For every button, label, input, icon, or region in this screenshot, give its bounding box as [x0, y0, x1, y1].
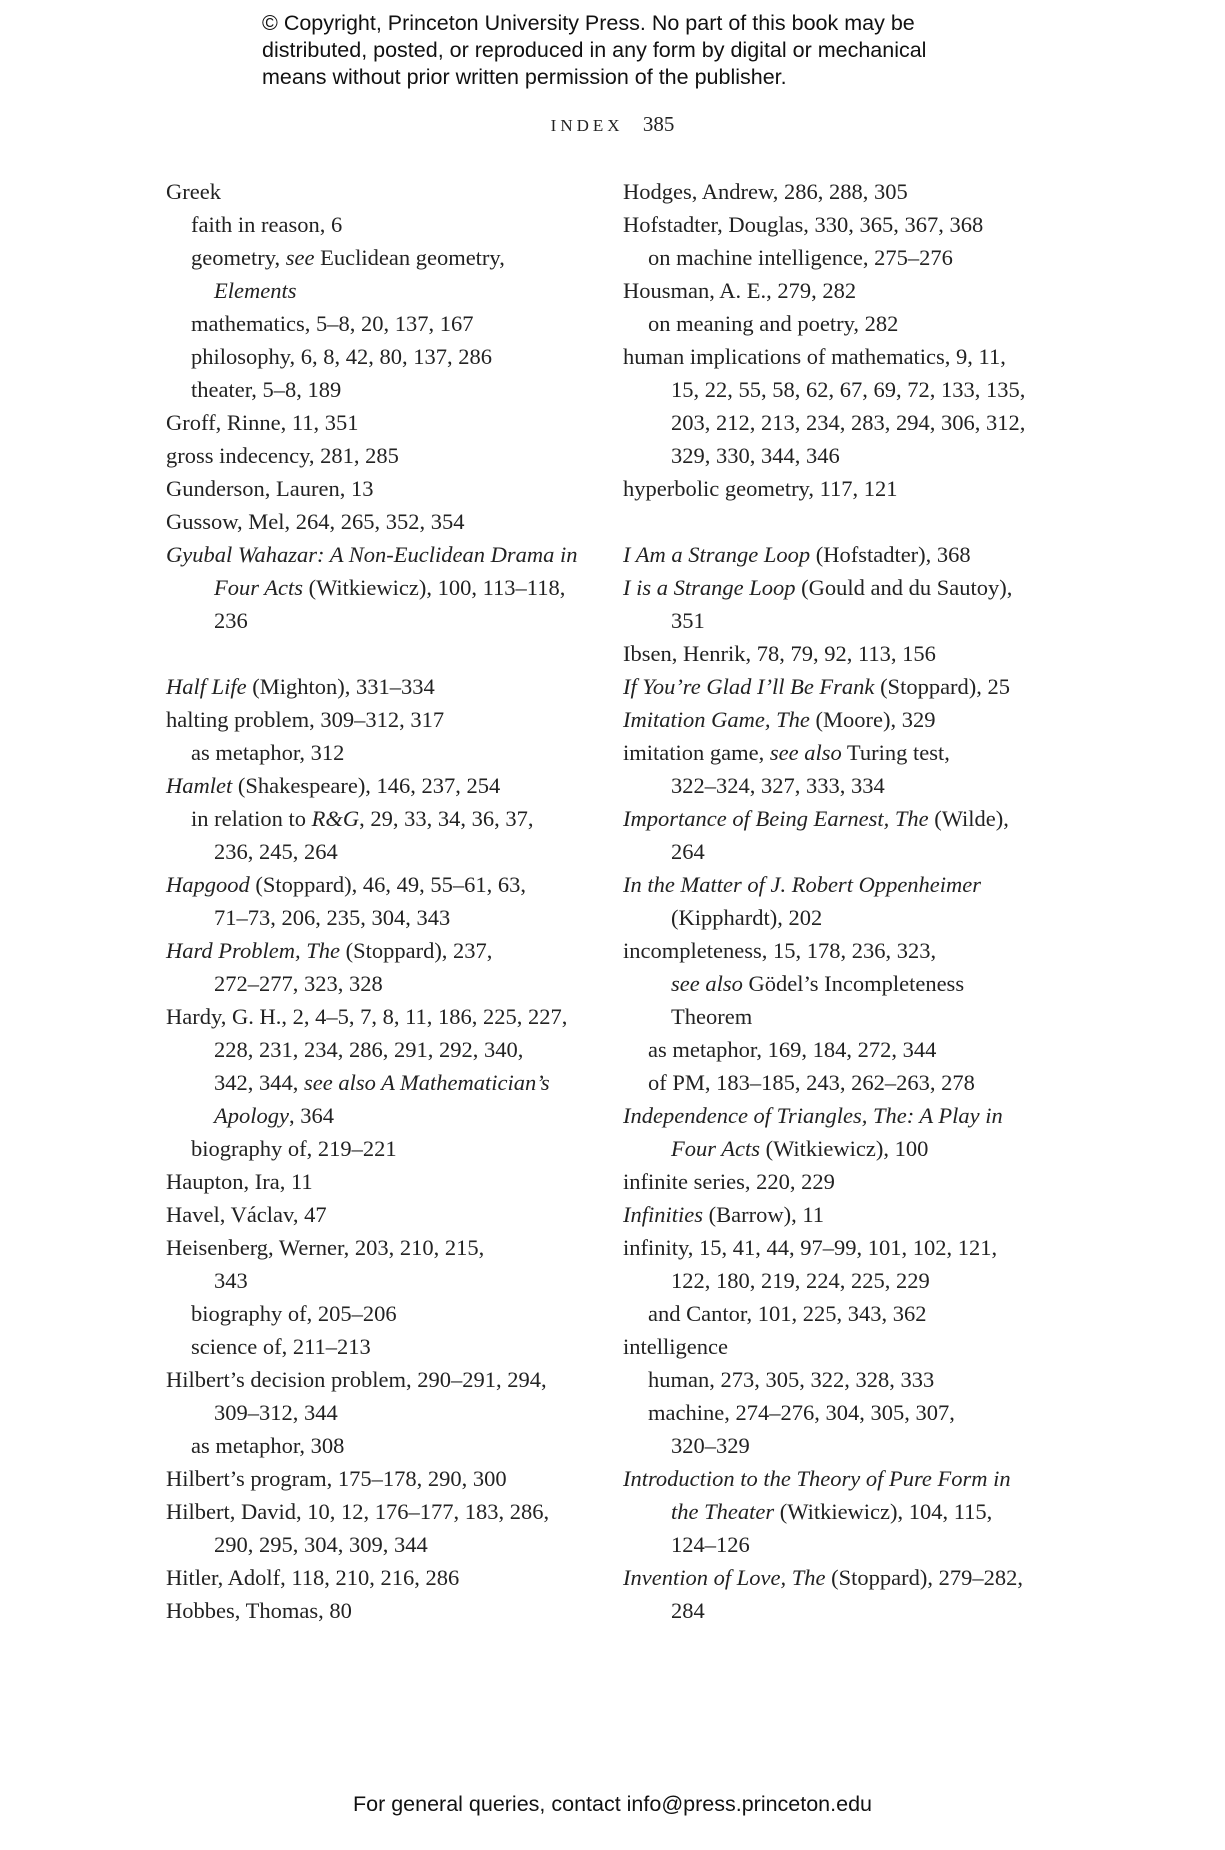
title-text: Importance of Being Earnest, The [623, 806, 929, 831]
entry-text: (Witkiewicz), 100, 113–118, [302, 575, 566, 600]
index-entry [623, 571, 1063, 604]
title-text: Four Acts [214, 575, 303, 600]
entry-text: (Stoppard), 46, 49, 55–61, 63, [249, 872, 526, 897]
index-entry: Introduction to the Theory of Pure Form in [623, 1466, 1011, 1491]
entry-text: (Stoppard), 25 [874, 674, 1011, 699]
index-subentry: mathematics, 5–8, 20, 137, 167 [191, 311, 474, 336]
index-continuation [166, 1066, 606, 1099]
index-continuation: 203, 212, 213, 234, 283, 294, 306, 312, [671, 410, 1026, 435]
index-entry: Hofstadter, Douglas, 330, 365, 367, 368 [623, 212, 984, 237]
index-continuation: 320–329 [671, 1433, 750, 1458]
letter-gap [623, 505, 1063, 538]
index-entry: Housman, A. E., 279, 282 [623, 278, 857, 303]
index-entry: gross indecency, 281, 285 [166, 443, 399, 468]
index-continuation: 264 [671, 839, 705, 864]
index-entry [166, 769, 606, 802]
entry-text: (Gould and du Sautoy), [795, 575, 1013, 600]
entry-text: (Mighton), 331–334 [246, 674, 435, 699]
cross-reference: see also [671, 971, 743, 996]
index-subentry: as metaphor, 169, 184, 272, 344 [648, 1037, 937, 1062]
index-entry: halting problem, 309–312, 317 [166, 707, 445, 732]
index-continuation [166, 571, 606, 604]
entry-text: Euclidean geometry, [314, 245, 505, 270]
entry-text: (Moore), 329 [809, 707, 936, 732]
entry-text: (Barrow), 11 [703, 1202, 825, 1227]
index-entry [166, 670, 606, 703]
index-entry: Hodges, Andrew, 286, 288, 305 [623, 179, 908, 204]
index-continuation: 343 [214, 1268, 248, 1293]
index-subentry: biography of, 219–221 [191, 1136, 397, 1161]
index-subentry [166, 241, 606, 274]
index-subentry: faith in reason, 6 [191, 212, 343, 237]
index-entry [623, 1561, 1063, 1594]
index-entry: Hilbert, David, 10, 12, 176–177, 183, 286, [166, 1499, 550, 1524]
index-entry: human implications of mathematics, 9, 11, [623, 344, 1006, 369]
copyright-line: © Copyright, Princeton University Press. No part of this book may be [262, 11, 915, 35]
index-continuation: 284 [671, 1598, 705, 1623]
index-continuation [623, 967, 1063, 1000]
index-entry: Independence of Triangles, The: A Play in [623, 1103, 1003, 1128]
index-subentry: machine, 274–276, 304, 305, 307, [648, 1400, 955, 1425]
index-subentry: philosophy, 6, 8, 42, 80, 137, 286 [191, 344, 493, 369]
index-continuation [623, 1495, 1063, 1528]
index-continuation: 322–324, 327, 333, 334 [671, 773, 885, 798]
index-continuation: 309–312, 344 [214, 1400, 338, 1425]
index-entry: Havel, Václav, 47 [166, 1202, 327, 1227]
entry-text: imitation game, [623, 740, 770, 765]
title-text: If You’re Glad I’ll Be Frank [623, 674, 875, 699]
index-subentry: as metaphor, 308 [191, 1433, 345, 1458]
index-continuation: Elements [214, 278, 297, 303]
entry-text: in relation to [191, 806, 312, 831]
index-continuation [623, 1132, 1063, 1165]
title-text: Infinities [623, 1202, 703, 1227]
index-subentry: on meaning and poetry, 282 [648, 311, 899, 336]
index-entry: intelligence [623, 1334, 728, 1359]
title-text: the Theater [671, 1499, 775, 1524]
index-entry: Heisenberg, Werner, 203, 210, 215, [166, 1235, 485, 1260]
index-entry: hyperbolic geometry, 117, 121 [623, 476, 898, 501]
index-entry: incompleteness, 15, 178, 236, 323, [623, 938, 937, 963]
index-entry [166, 934, 606, 967]
index-entry: infinite series, 220, 229 [623, 1169, 835, 1194]
index-entry: Hardy, G. H., 2, 4–5, 7, 8, 11, 186, 225, 227, [166, 1004, 568, 1029]
entry-text: (Witkiewicz), 100 [759, 1136, 929, 1161]
section-label: INDEX [550, 116, 624, 135]
index-subentry: and Cantor, 101, 225, 343, 362 [648, 1301, 927, 1326]
entry-text: (Stoppard), 237, [339, 938, 493, 963]
index-subentry: as metaphor, 312 [191, 740, 345, 765]
index-entry: Hobbes, Thomas, 80 [166, 1598, 352, 1623]
index-entry: Gussow, Mel, 264, 265, 352, 354 [166, 509, 465, 534]
index-entry [623, 736, 1063, 769]
title-text: Apology [214, 1103, 289, 1128]
title-text: Four Acts [671, 1136, 760, 1161]
index-continuation: 236 [214, 608, 248, 633]
index-entry [623, 802, 1063, 835]
index-subentry: on machine intelligence, 275–276 [648, 245, 953, 270]
index-continuation: 122, 180, 219, 224, 225, 229 [671, 1268, 930, 1293]
title-text: Hapgood [166, 872, 250, 897]
entry-text: (Wilde), [928, 806, 1009, 831]
index-continuation: 228, 231, 234, 286, 291, 292, 340, [214, 1037, 524, 1062]
index-subentry: science of, 211–213 [191, 1334, 371, 1359]
title-text: Invention of Love, The [623, 1565, 826, 1590]
index-entry: Gyubal Wahazar: A Non-Euclidean Drama in [166, 542, 578, 567]
copyright-line: means without prior written permission of the publisher. [262, 65, 787, 89]
index-continuation: 71–73, 206, 235, 304, 343 [214, 905, 451, 930]
index-entry [623, 703, 1063, 736]
title-text: I is a Strange Loop [623, 575, 796, 600]
title-text: R&G [311, 806, 360, 831]
index-continuation: (Kipphardt), 202 [671, 905, 823, 930]
cross-reference: see also A Mathematician’s [304, 1070, 550, 1095]
title-text: I Am a Strange Loop [623, 542, 811, 567]
index-entry: infinity, 15, 41, 44, 97–99, 101, 102, 121, [623, 1235, 998, 1260]
footer-contact: For general queries, contact info@press.princeton.edu [352, 1792, 872, 1816]
title-text: Imitation Game, The [623, 707, 810, 732]
entry-text: 342, 344, [214, 1070, 304, 1095]
index-continuation: 329, 330, 344, 346 [671, 443, 840, 468]
index-subentry: human, 273, 305, 322, 328, 333 [648, 1367, 935, 1392]
index-entry: Gunderson, Lauren, 13 [166, 476, 374, 501]
entry-text: Gödel’s Incompleteness [742, 971, 965, 996]
index-continuation: 290, 295, 304, 309, 344 [214, 1532, 428, 1557]
index-continuation: 15, 22, 55, 58, 62, 67, 69, 72, 133, 135, [671, 377, 1026, 402]
index-continuation: 351 [671, 608, 705, 633]
index-entry: In the Matter of J. Robert Oppenheimer [623, 872, 982, 897]
index-entry: Hitler, Adolf, 118, 210, 216, 286 [166, 1565, 460, 1590]
entry-text: (Shakespeare), 146, 237, 254 [232, 773, 501, 798]
entry-text: , 29, 33, 34, 36, 37, [359, 806, 534, 831]
index-entry: Hilbert’s program, 175–178, 290, 300 [166, 1466, 507, 1491]
entry-text: (Witkiewicz), 104, 115, [774, 1499, 993, 1524]
index-subentry: theater, 5–8, 189 [191, 377, 342, 402]
index-continuation: 236, 245, 264 [214, 839, 338, 864]
index-entry: Hilbert’s decision problem, 290–291, 294, [166, 1367, 547, 1392]
cross-reference: see [285, 245, 315, 270]
index-entry: Groff, Rinne, 11, 351 [166, 410, 359, 435]
index-entry: Ibsen, Henrik, 78, 79, 92, 113, 156 [623, 641, 936, 666]
copyright-line: distributed, posted, or reproduced in any form by digital or mechanical [262, 38, 927, 62]
title-text: Hard Problem, The [166, 938, 340, 963]
page-number: 385 [642, 112, 675, 136]
index-entry: Haupton, Ira, 11 [166, 1169, 313, 1194]
index-entry [623, 538, 1063, 571]
index-subentry: of PM, 183–185, 243, 262–263, 278 [648, 1070, 975, 1095]
title-text: Half Life [166, 674, 247, 699]
index-entry: Greek [166, 179, 221, 204]
copyright-notice [262, 10, 1002, 91]
entry-text: (Stoppard), 279–282, [825, 1565, 1023, 1590]
index-continuation: 124–126 [671, 1532, 750, 1557]
entry-text: Turing test, [841, 740, 950, 765]
index-column-right [623, 175, 1063, 1627]
index-entry [623, 670, 1063, 703]
entry-text: , 364 [288, 1103, 334, 1128]
index-entry [166, 868, 606, 901]
title-text: Hamlet [166, 773, 233, 798]
index-entry [623, 1198, 1063, 1231]
index-subentry: biography of, 205–206 [191, 1301, 397, 1326]
entry-text: geometry, [191, 245, 286, 270]
index-continuation: 272–277, 323, 328 [214, 971, 383, 996]
running-head [0, 112, 1225, 137]
cross-reference: see also [769, 740, 842, 765]
index-column-left [166, 175, 606, 1627]
index-continuation: Theorem [671, 1004, 753, 1029]
letter-gap [166, 637, 606, 670]
index-continuation [166, 1099, 606, 1132]
index-subentry [166, 802, 606, 835]
entry-text: (Hofstadter), 368 [810, 542, 971, 567]
